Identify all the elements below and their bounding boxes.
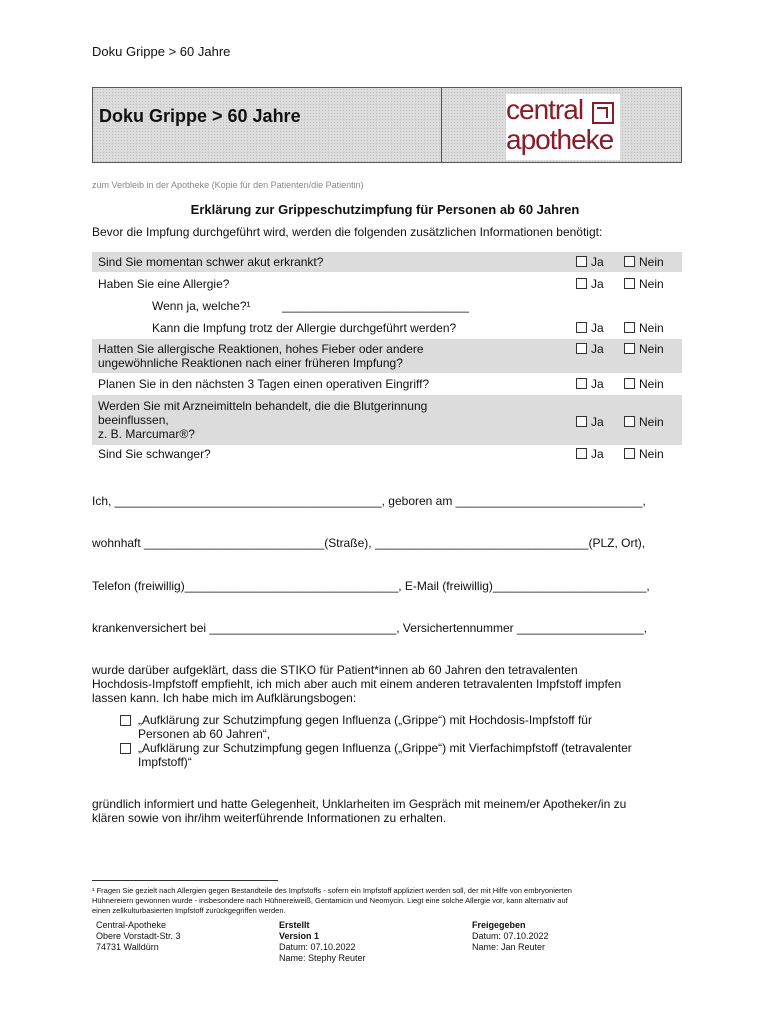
checkbox-icon[interactable] [624, 278, 635, 289]
allergy-input-line[interactable]: ____________________________ [282, 299, 469, 313]
question-row-which-allergy [92, 297, 682, 317]
retention-note: zum Verbleib in der Apotheke (Kopie für den Patienten/die Patientin) [92, 180, 364, 190]
answer-nein[interactable]: Nein [624, 415, 664, 429]
leaflet-line2: Impfstoff)“ [138, 755, 192, 769]
footnote-line1: ¹ Fragen Sie gezielt nach Allergien gegen Bestandteile des Impfstoffs - sofern ein Impfstoff appliziert werden soll, der mit Hilfe von embryonierten [92, 886, 572, 895]
footnote-rule [92, 880, 278, 881]
question-row-allergy-ok [92, 318, 682, 338]
field-phone-email[interactable]: Telefon (freiwillig)________________________________, E-Mail (freiwillig)_______________________, [92, 579, 650, 593]
answer-ja[interactable]: Ja [576, 377, 604, 391]
footer-approved-name: Name: Jan Reuter [472, 942, 546, 952]
question-text-line2: ungewöhnliche Reaktionen nach einer früheren Impfung? [98, 356, 403, 370]
footer-approved-date: Datum: 07.10.2022 [472, 931, 549, 941]
consent-paragraph [92, 663, 682, 705]
footer-created-version: Version 1 [279, 931, 320, 941]
checkbox-icon[interactable] [576, 378, 587, 389]
footer-address-line2: Obere Vorstadt-Str. 3 [96, 931, 181, 941]
footer-approved [472, 920, 549, 953]
checkbox-icon[interactable] [624, 448, 635, 459]
footnote-line2: Hühnereiern gewonnen wurde - insbesondere nach Hühnereiweiß, Gentamicin und Neomycin. Liegt eine solche Allergie vor, kann alternativ auf [92, 896, 568, 905]
answer-nein[interactable]: Nein [624, 342, 664, 356]
leaflet-line2: Personen ab 60 Jahren“, [138, 727, 271, 741]
footer-created [279, 920, 366, 964]
footnote-line3: einen zellkulturbasierten Impfstoff zurückgegriffen werden. [92, 906, 286, 915]
question-row-surgery [92, 375, 682, 395]
answer-ja[interactable]: Ja [576, 415, 604, 429]
logo-line2: apotheke [506, 124, 614, 155]
question-text-line1: Werden Sie mit Arzneimitteln behandelt, die die Blutgerinnung [98, 399, 428, 413]
answer-nein[interactable]: Nein [624, 277, 664, 291]
question-text-line2: beeinflussen, [98, 413, 169, 427]
answer-ja[interactable]: Ja [576, 342, 604, 356]
footer-created-date: Datum: 07.10.2022 [279, 942, 356, 952]
question-text-line1: Hatten Sie allergische Reaktionen, hohes Fieber oder andere [98, 342, 424, 356]
checkbox-icon[interactable] [576, 278, 587, 289]
answer-nein[interactable]: Nein [624, 377, 664, 391]
closing-line2: klären sowie von ihr/ihm weiterführende Informationen zu erhalten. [92, 811, 447, 825]
leaflet-line1: „Aufklärung zur Schutzimpfung gegen Influenza („Grippe“) mit Vierfachimpfstoff (tetravalenter [138, 741, 632, 755]
question-text-line3: z. B. Marcumar®? [98, 427, 195, 441]
checkbox-icon[interactable] [120, 715, 131, 726]
question-row-previous-reactions [92, 339, 682, 373]
running-header: Doku Grippe > 60 Jahre [92, 44, 231, 59]
question-text: Planen Sie in den nächsten 3 Tagen einen operativen Eingriff? [98, 377, 430, 391]
field-insurance[interactable]: krankenversichert bei ____________________________, Versichertennummer ___________________, [92, 621, 648, 635]
checkbox-icon[interactable] [120, 743, 131, 754]
leaflet-option-vierfach[interactable] [120, 741, 680, 769]
footer-address [96, 920, 181, 953]
consent-line3: lassen kann. Ich habe mich im Aufklärungsbogen: [92, 691, 357, 705]
footer-address-line3: 74731 Walldürn [96, 942, 159, 952]
answer-ja[interactable]: Ja [576, 255, 604, 269]
central-apotheke-logo [506, 94, 620, 160]
checkbox-icon[interactable] [576, 322, 587, 333]
title-divider [441, 88, 442, 162]
consent-line1: wurde darüber aufgeklärt, dass die STIKO für Patient*innen ab 60 Jahren den tetravalenten [92, 663, 578, 677]
form-heading: Erklärung zur Grippeschutzimpfung für Personen ab 60 Jahren [190, 202, 580, 217]
footnote [92, 886, 682, 916]
answer-ja[interactable]: Ja [576, 277, 604, 291]
footer-address-line1: Central-Apotheke [96, 920, 167, 930]
question-text: Sind Sie momentan schwer akut erkrankt? [98, 255, 324, 269]
intro-text: Bevor die Impfung durchgeführt wird, werden die folgenden zusätzlichen Informationen benötigt: [92, 225, 603, 239]
question-text: Haben Sie eine Allergie? [98, 277, 230, 291]
checkbox-icon[interactable] [576, 256, 587, 267]
answer-ja[interactable]: Ja [576, 321, 604, 335]
answer-nein[interactable]: Nein [624, 255, 664, 269]
checkbox-icon[interactable] [624, 378, 635, 389]
answer-nein[interactable]: Nein [624, 447, 664, 461]
answer-ja[interactable]: Ja [576, 447, 604, 461]
leaflet-line1: „Aufklärung zur Schutzimpfung gegen Influenza („Grippe“) mit Hochdosis-Impfstoff für [138, 713, 592, 727]
footer-created-heading: Erstellt [279, 920, 310, 930]
checkbox-icon[interactable] [624, 416, 635, 427]
field-name-birthdate[interactable]: Ich, ________________________________________, geboren am ____________________________, [92, 494, 646, 508]
checkbox-icon[interactable] [576, 448, 587, 459]
question-row-acute-illness [92, 252, 682, 272]
leaflet-option-hochdosis[interactable] [120, 713, 680, 741]
field-address[interactable]: wohnhaft ___________________________(Straße), ________________________________(PLZ, Ort), [92, 536, 646, 550]
checkbox-icon[interactable] [576, 343, 587, 354]
title-box [92, 87, 682, 163]
consent-line2: Hochdosis-Impfstoff empfiehlt, ich mich aber auch mit einem anderen tetravalenten Impfstoff impfen [92, 677, 622, 691]
checkbox-icon[interactable] [624, 343, 635, 354]
logo-line1: central [506, 94, 584, 125]
answer-nein[interactable]: Nein [624, 321, 664, 335]
document-title: Doku Grippe > 60 Jahre [99, 106, 301, 126]
question-text: Sind Sie schwanger? [98, 447, 211, 461]
footer-approved-heading: Freigegeben [472, 920, 526, 930]
question-row-pregnant [92, 446, 682, 466]
footer-created-name: Name: Stephy Reuter [279, 953, 366, 963]
closing-paragraph [92, 797, 682, 825]
checkbox-icon[interactable] [576, 416, 587, 427]
question-row-allergy [92, 275, 682, 295]
logo-arrow-icon [592, 102, 614, 124]
checkbox-icon[interactable] [624, 256, 635, 267]
question-text: Wenn ja, welche?¹ [152, 299, 251, 313]
question-text: Kann die Impfung trotz der Allergie durchgeführt werden? [152, 321, 457, 335]
question-row-anticoagulants [92, 395, 682, 445]
closing-line1: gründlich informiert und hatte Gelegenheit, Unklarheiten im Gespräch mit meinem/er Apotheker/in zu [92, 797, 627, 811]
checkbox-icon[interactable] [624, 322, 635, 333]
